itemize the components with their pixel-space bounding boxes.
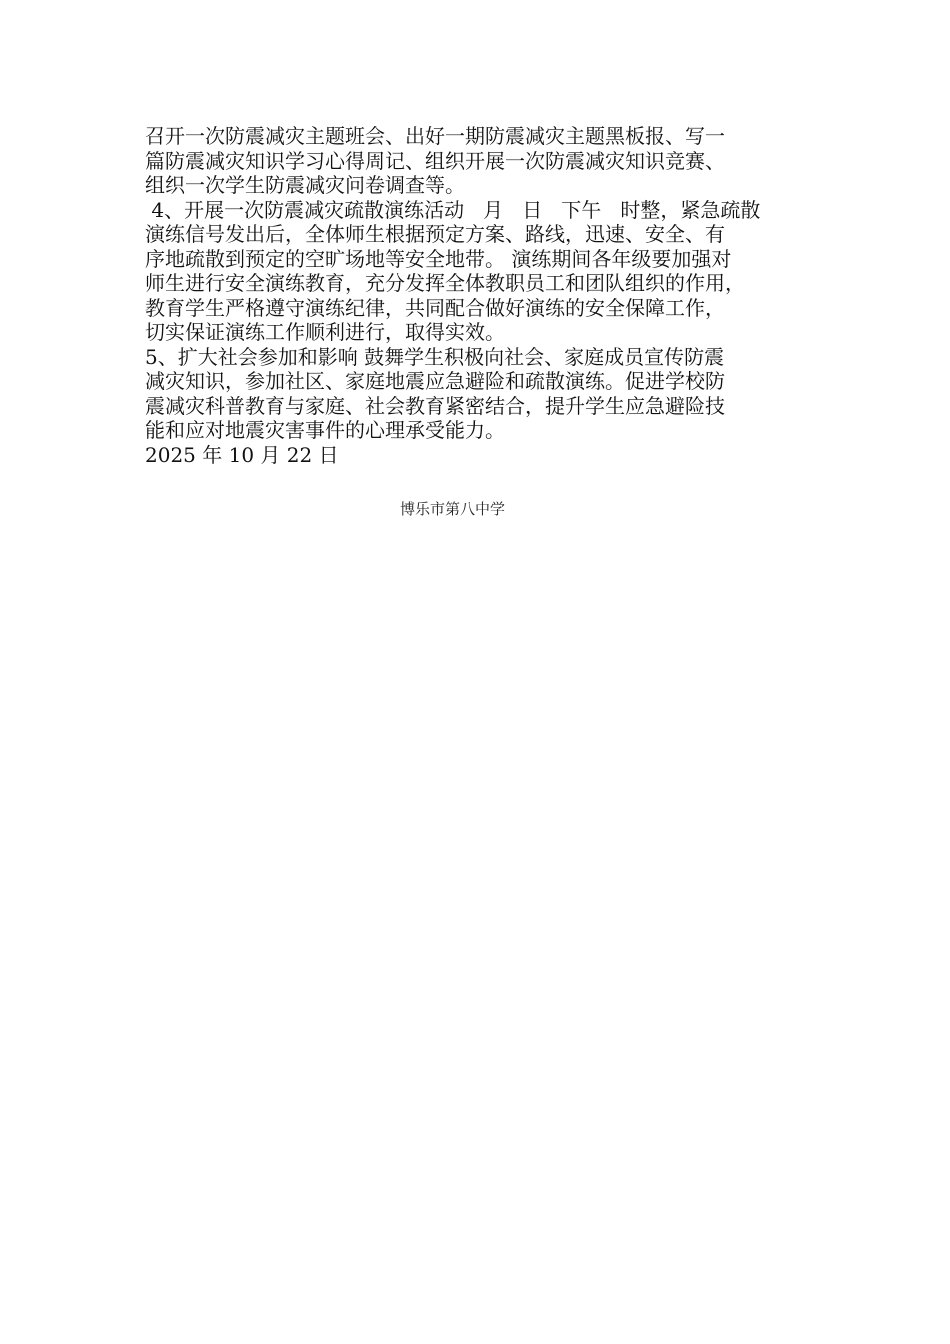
- body-line-10: 5、扩大社会参加和影响 鼓舞学生积极向社会、家庭成员宣传防震: [145, 344, 725, 369]
- body-line-6: 序地疏散到预定的空旷场地等安全地带。 演练期间各年级要加强对: [145, 246, 732, 271]
- body-line-7: 师生进行安全演练教育，充分发挥全体教职员工和团队组织的作用，: [145, 271, 745, 295]
- body-line-8: 教育学生严格遵守演练纪律，共同配合做好演练的安全保障工作，: [145, 295, 725, 320]
- body-line-9: 切实保证演练工作顺利进行，取得实效。: [145, 320, 505, 344]
- body-line-4: 4、开展一次防震减灾疏散演练活动 月 日 下午 时整，紧急疏散: [145, 197, 761, 222]
- document-date: 2025 年 10 月 22 日: [145, 442, 339, 467]
- body-line-13: 能和应对地震灾害事件的心理承受能力。: [145, 418, 505, 442]
- body-line-5: 演练信号发出后，全体师生根据预定方案、路线，迅速、安全、有: [145, 222, 725, 246]
- body-line-2: 篇防震减灾知识学习心得周记、组织开展一次防震减灾知识竞赛、: [145, 148, 725, 173]
- body-line-1: 召开一次防震减灾主题班会、出好一期防震减灾主题黑板报、写一: [145, 124, 725, 148]
- body-line-3: 组织一次学生防震减灾问卷调查等。: [145, 173, 465, 197]
- school-name: 博乐市第八中学: [400, 500, 506, 518]
- body-line-11: 减灾知识，参加社区、家庭地震应急避险和疏散演练。促进学校防: [145, 369, 725, 393]
- body-line-12: 震减灾科普教育与家庭、社会教育紧密结合，提升学生应急避险技: [145, 393, 725, 418]
- document-body: [145, 124, 825, 468]
